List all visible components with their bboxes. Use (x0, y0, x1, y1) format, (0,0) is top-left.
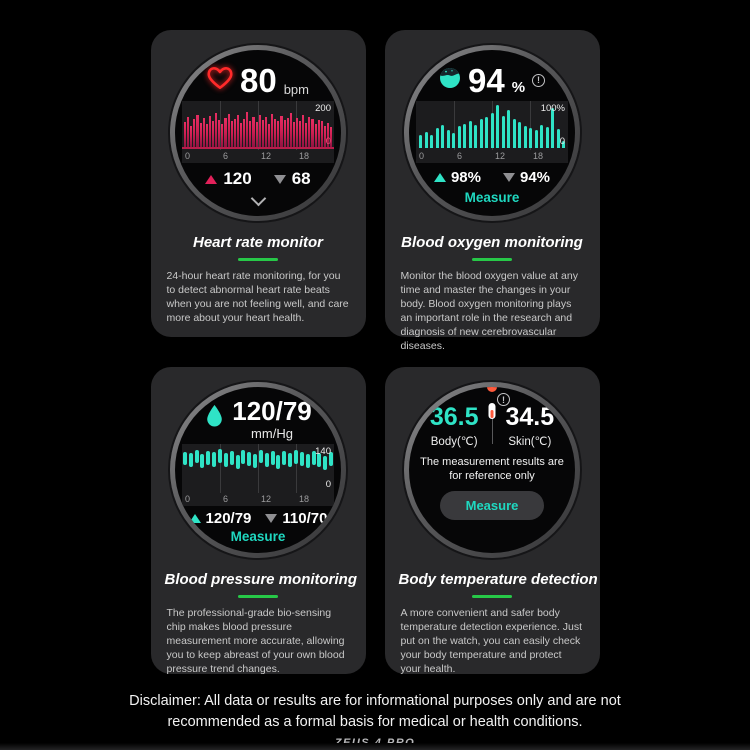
x-tick: 6 (223, 494, 229, 504)
skin-temp-value: 34.5 (505, 403, 555, 431)
body-temp-label: Body(℃) (430, 435, 478, 448)
x-axis-ticks (182, 493, 334, 506)
y-axis-min: 0 (325, 136, 331, 147)
stat-high-value: 120/79 (205, 510, 252, 527)
watch-face-blood-pressure (175, 387, 341, 553)
y-axis-min: 0 (559, 136, 565, 147)
heart-rate-baseline (182, 147, 334, 149)
spo2-icon (439, 67, 461, 94)
x-tick: 12 (261, 494, 272, 504)
card-blood-oxygen (385, 30, 600, 352)
blood-oxygen-chart (416, 101, 568, 163)
heart-rate-unit: bpm (283, 82, 309, 97)
stat-high-value: 98% (450, 169, 481, 186)
info-icon[interactable] (532, 74, 545, 87)
watch-heart-rate (170, 45, 346, 221)
card-title: Heart rate monitor (192, 234, 324, 251)
triangle-up-icon (189, 514, 201, 523)
spo2-value: 94 (467, 61, 505, 99)
card-title: Blood pressure monitoring (164, 571, 358, 588)
skin-temp (506, 404, 555, 448)
stat-low-value: 110/70 (282, 510, 328, 527)
measure-button[interactable]: Measure (440, 491, 545, 520)
stat-low-value: 94% (520, 169, 551, 186)
x-tick: 12 (495, 151, 506, 161)
chevron-down-icon[interactable] (250, 191, 266, 207)
triangle-down-icon (503, 173, 515, 182)
body-temp (430, 404, 479, 448)
measure-button[interactable]: Measure (230, 529, 286, 544)
card-title: Body temperature detection (398, 571, 598, 588)
title-underline (238, 595, 278, 598)
body-temp-value: 36.5 (429, 403, 479, 431)
watch-face-blood-oxygen (409, 50, 575, 216)
stat-low (274, 169, 311, 189)
heart-rate-stats (205, 169, 310, 189)
card-title: Blood oxygen monitoring (401, 234, 583, 251)
watch-face-body-temperature (409, 387, 575, 553)
x-tick: 0 (419, 151, 425, 161)
blood-oxygen-header (439, 60, 545, 100)
measure-button[interactable]: Measure (464, 190, 520, 205)
card-description: The professional-grade bio-sensing chip makes blood pressure measurement more accurate, allowing you to keep abreast of your own blood pressure trend changes. (166, 607, 345, 675)
title-underline (472, 258, 512, 261)
x-tick: 12 (261, 151, 272, 161)
blood-pressure-chart (182, 444, 334, 506)
spo2-unit: % (511, 79, 526, 96)
watch-body-temperature (404, 382, 580, 558)
stat-high (189, 510, 252, 527)
x-tick: 0 (185, 494, 191, 504)
heart-rate-chart (182, 101, 334, 163)
bottom-strip (0, 743, 750, 750)
card-body-temperature (385, 367, 600, 674)
card-description: Monitor the blood oxygen value at any time and master the changes in your body. Blood oxygen monitoring plays an important role in the research and diagnosis of new cerebrovascular diseases. (400, 270, 578, 352)
y-axis-max: 100% (540, 103, 565, 114)
x-tick: 18 (299, 151, 310, 161)
y-axis-min: 0 (325, 479, 331, 490)
blood-oxygen-stats (434, 169, 550, 186)
stat-high-value: 120 (223, 169, 252, 188)
heart-rate-bars (182, 103, 334, 148)
x-tick: 6 (223, 151, 229, 161)
stat-low (265, 510, 327, 527)
x-tick: 18 (299, 494, 310, 504)
skin-temp-label: Skin(℃) (508, 435, 552, 448)
blood-pressure-header (204, 395, 312, 443)
triangle-down-icon (274, 175, 286, 184)
water-drop-icon (204, 404, 225, 435)
stat-low-value: 68 (291, 169, 311, 188)
blood-pressure-stats (189, 510, 328, 527)
stat-high (205, 169, 251, 189)
heart-icon (207, 66, 233, 95)
blood-pressure-bars (182, 446, 334, 491)
triangle-down-icon (265, 514, 277, 523)
x-tick: 0 (185, 151, 191, 161)
triangle-up-icon (434, 173, 446, 182)
x-axis-ticks (182, 150, 334, 163)
y-axis-max: 200 (315, 103, 331, 114)
x-axis-ticks (416, 150, 568, 163)
card-heart-rate (151, 30, 366, 337)
heart-rate-header (207, 60, 309, 100)
card-blood-pressure (151, 367, 366, 674)
info-icon[interactable] (497, 393, 510, 406)
card-description: 24-hour heart rate monitoring, for you to detect abnormal heart rate beats when you are not feeling well, and care more about your heart health. (166, 270, 349, 324)
card-description: A more convenient and safer body temperature detection experience. Just put on the watch, you can easily check your body temperature and protect your health. (400, 607, 583, 675)
disclaimer-text: Disclaimer: All data or results are for informational purposes only and are not recommended as a formal basis for medical or health conditions. (129, 693, 621, 730)
title-underline (472, 595, 512, 598)
heart-rate-value: 80 (239, 61, 277, 99)
watch-blood-oxygen (404, 45, 580, 221)
blood-pressure-value: 120/79 (232, 395, 312, 426)
watch-face-heart-rate (175, 50, 341, 216)
x-tick: 18 (533, 151, 544, 161)
x-tick: 6 (457, 151, 463, 161)
temperature-note: The measurement results are for reference only (420, 455, 564, 482)
blood-pressure-unit: mm/Hg (251, 425, 293, 441)
y-axis-max: 140 (315, 446, 331, 457)
stat-low (503, 169, 550, 186)
watch-blood-pressure (170, 382, 346, 558)
title-underline (238, 258, 278, 261)
stat-high (434, 169, 481, 186)
triangle-up-icon (205, 175, 217, 184)
